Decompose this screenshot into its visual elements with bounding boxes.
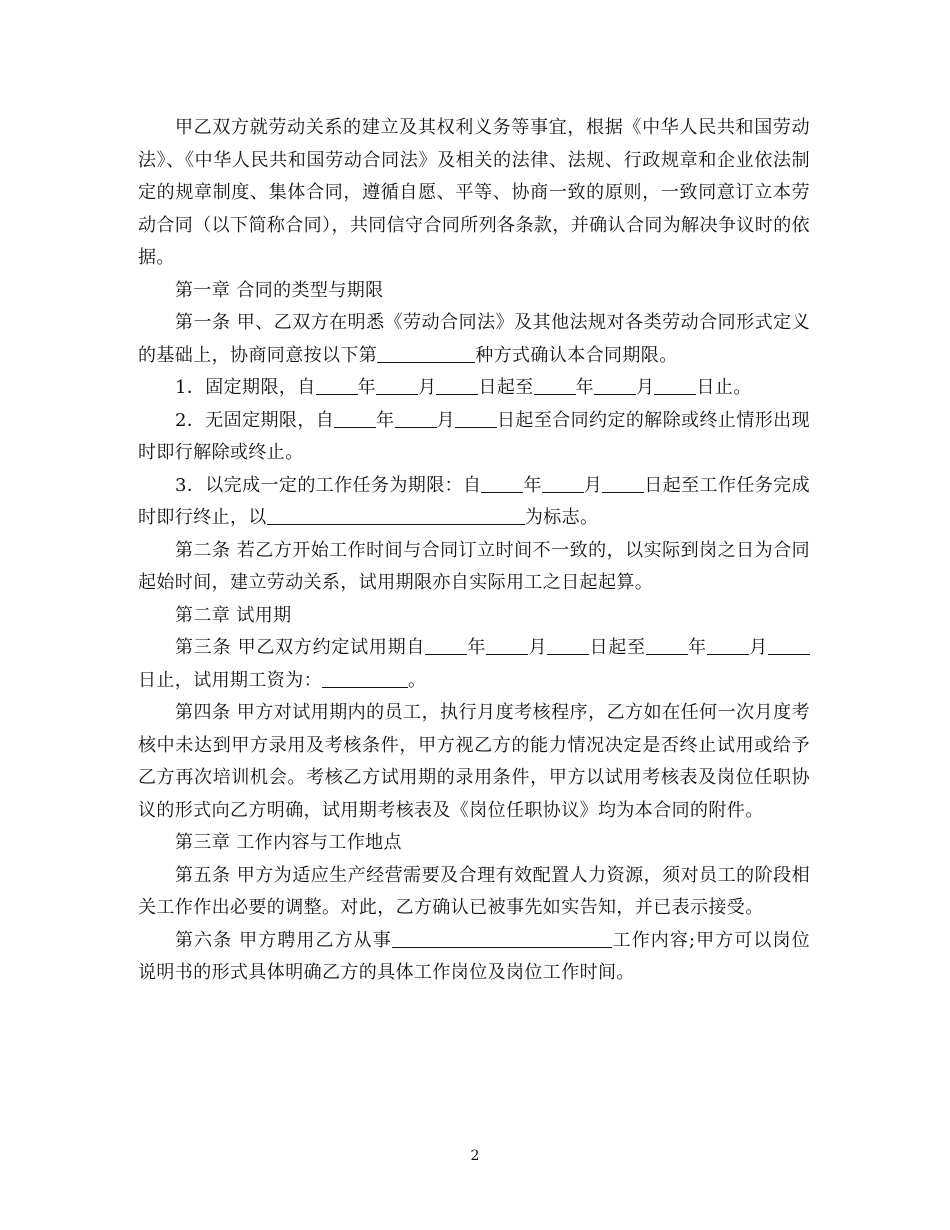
article-5 xyxy=(138,860,810,925)
blank-field xyxy=(542,474,584,493)
article-2-text: 第二条 若乙方开始工作时间与合同订立时间不一致的，以实际到岗之日为合同起始时间，建立劳动关系，试用期限亦自实际用工之日起起算。 xyxy=(138,539,810,593)
chapter-3-heading xyxy=(138,827,810,860)
blank-field xyxy=(455,409,497,428)
article-1-text-b: 种方式确认本合同期限。 xyxy=(475,344,678,366)
blank-field xyxy=(768,636,810,655)
month-label: 月 xyxy=(583,474,603,496)
chapter-2-heading xyxy=(138,600,810,633)
month-label: 月 xyxy=(418,377,437,398)
month-label: 月 xyxy=(636,377,655,398)
blank-field xyxy=(395,409,437,428)
day-label: 日起至 xyxy=(589,637,646,658)
year-label: 年 xyxy=(687,637,707,658)
intro-paragraph xyxy=(138,112,810,275)
article-6 xyxy=(138,925,810,990)
month-label: 月 xyxy=(436,409,455,431)
article-1 xyxy=(138,307,810,372)
article-3-text-a: 第三条 甲乙双方约定试用期自 xyxy=(175,637,426,658)
chapter-1-text: 第一章 合同的类型与期限 xyxy=(175,279,384,301)
item-1-text: 1．固定期限，自 xyxy=(175,377,316,398)
year-label: 年 xyxy=(467,637,487,658)
blank-field xyxy=(646,636,688,655)
article-4 xyxy=(138,697,810,827)
article-5-text: 第五条 甲方为适应生产经营需要及合理有效配置人力资源，须对员工的阶段相关工作作出必要的调整。对此，乙方确认已被事先如实告知，并已表示接受。 xyxy=(138,864,810,918)
intro-text: 甲乙双方就劳动关系的建立及其权利义务等事宜，根据《中华人民共和国劳动法》、《中华人民共和国劳动合同法》及相关的法律、法规、行政规章和企业依法制定的规章制度、集体合同，遵循自愿、平等、协商一致的原则，一致同意订立本劳动合同（以下简称合同），共同信守合同所列各条款，并确认合同为解决争议时的依据。 xyxy=(138,117,810,268)
year-label: 年 xyxy=(357,377,377,398)
article-4-text: 第四条 甲方对试用期内的员工，执行月度考核程序，乙方如在任何一次月度考核中未达到甲方录用及考核条件，甲方视乙方的能力情况决定是否终止试用或给予乙方再次培训机会。考核乙方试用期的录用条件，甲方以试用考核表及岗位任职协议的形式向乙方明确，试用期考核表及《岗位任职协议》均为本合同的附件。 xyxy=(138,702,810,821)
item-1-end: 日止。 xyxy=(696,377,752,398)
blank-field xyxy=(334,409,376,428)
document-body xyxy=(138,112,810,990)
page-number: 2 xyxy=(470,1148,480,1164)
blank-field xyxy=(481,474,523,493)
article-6-text-b: 工作内容;甲方可以岗位说明书的形式具体明确乙方的具体工作岗位及岗位工作时间。 xyxy=(138,929,810,983)
blank-field xyxy=(654,376,696,395)
blank-field xyxy=(594,376,636,395)
chapter-3-text: 第三章 工作内容与工作地点 xyxy=(175,832,402,853)
day-label: 日起至 xyxy=(478,377,534,398)
blank-field xyxy=(392,929,612,948)
article-3 xyxy=(138,632,810,697)
blank-field xyxy=(322,669,408,688)
blank-field xyxy=(707,636,749,655)
month-label: 月 xyxy=(748,637,769,658)
month-label: 月 xyxy=(528,637,548,658)
blank-field xyxy=(425,636,467,655)
chapter-2-text: 第二章 试用期 xyxy=(175,604,292,626)
article-3-end: 。 xyxy=(408,669,427,691)
article-2 xyxy=(138,535,810,600)
article-6-text-a: 第六条 甲方聘用乙方从事 xyxy=(175,929,392,951)
item-3-text-b: 日起至工作任务完成时即行终止，以 xyxy=(138,474,810,528)
year-label: 年 xyxy=(523,474,542,496)
item-3 xyxy=(138,470,810,535)
item-2 xyxy=(138,405,810,470)
item-2-text: 2．无固定期限，自 xyxy=(175,409,335,431)
blank-field xyxy=(376,376,418,395)
blank-field xyxy=(316,376,358,395)
blank-field xyxy=(547,636,589,655)
item-3-text: 3．以完成一定的工作任务为期限：自 xyxy=(175,474,482,496)
year-label: 年 xyxy=(376,409,395,431)
item-1 xyxy=(138,372,810,405)
blank-field xyxy=(534,376,576,395)
article-1-text-a: 第一条 甲、乙双方在明悉《劳动合同法》及其他法规对各类劳动合同形式定义的基础上，协商同意按以下第 xyxy=(138,312,810,366)
chapter-1-heading xyxy=(138,275,810,308)
blank-field xyxy=(486,636,528,655)
blank-field xyxy=(377,344,475,363)
item-3-end: 为标志。 xyxy=(524,507,599,528)
blank-field xyxy=(267,506,525,525)
year-label: 年 xyxy=(575,377,595,398)
article-3-text-b: 日止，试用期工资为： xyxy=(138,669,322,691)
blank-field xyxy=(602,474,644,493)
item-2-end: 日起至合同约定的解除或终止情形出现时即行解除或终止。 xyxy=(138,409,810,463)
blank-field xyxy=(436,376,478,395)
